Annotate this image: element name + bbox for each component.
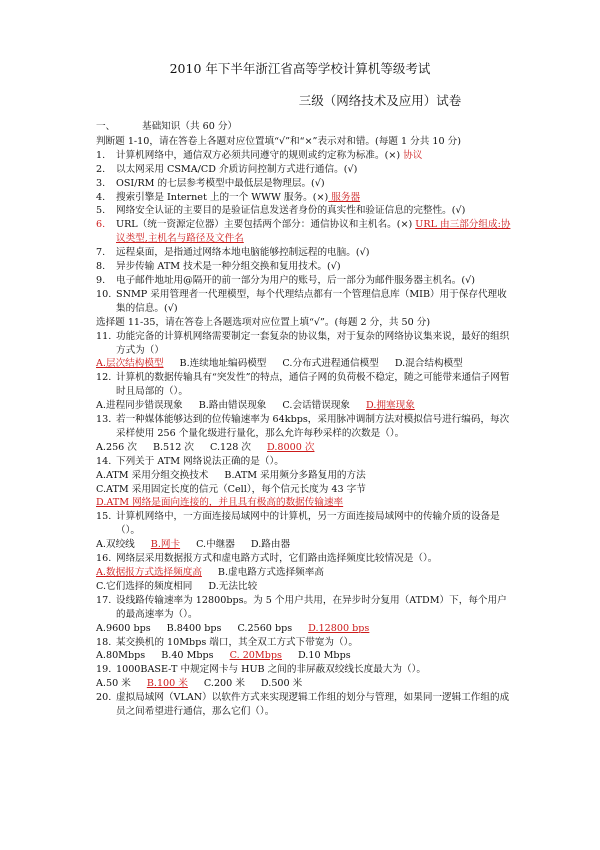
question-12-options: A.进程同步错误现象 B.路由错误现象 C.会话错误现象 D.拥塞现象 (96, 400, 415, 412)
question-14-options-ab: A.ATM 采用分组交换技术 B.ATM 采用频分多路复用的方法 (96, 469, 366, 481)
question-10: 10. SNMP 采用管理者一代理模型，每个代理结点都有一个管理信息库（MIB）用于保存代理收集的信息。(√) (96, 288, 507, 314)
question-12: 12. 计算机的数据传输具有“突发性”的特点，通信子网的负荷极不稳定，随之可能带来通信子网暂时且局部的（）。 (96, 372, 510, 398)
exam-subtitle: 三级（网络技术及应用）试卷 (298, 93, 462, 108)
question-3: 3. OSI/RM 的七层参考模型中最低层是物理层。(√) (96, 177, 325, 189)
question-13-options: A.256 次 B.512 次 C.128 次 D.8000 次 (96, 441, 315, 453)
question-1: 1. 计算机网络中，通信双方必须共同遵守的规则或约定称为标准。(×) 协议 (96, 149, 423, 161)
question-5: 5. 网络安全认证的主要目的是验证信息发送者身份的真实性和验证信息的完整性。(√) (96, 205, 466, 217)
question-14-option-c: C.ATM 采用固定长度的信元（Cell），每个信元长度为 43 字节 (96, 483, 366, 495)
question-18: 18. 某交换机的 10Mbps 端口，其全双工方式下带宽为（）。 (96, 636, 359, 648)
question-19: 19. 1000BASE-T 中规定网卡与 HUB 之间的非屏蔽双绞线长度最大为（）。 (96, 664, 426, 676)
question-8: 8. 异步传输 ATM 技术是一种分组交换和复用技术。(√) (96, 261, 341, 273)
question-16-options-cd: C.它们选择的频度相同 D.无法比较 (96, 580, 258, 592)
question-17-options: A.9600 bps B.8400 bps C.2560 bps D.12800 bps (96, 622, 370, 634)
question-11-options: A.层次结构模型 B.连续地址编码模型 C.分布式进程通信模型 D.混合结构模型 (96, 358, 463, 370)
choice-instructions: 选择题 11-35，请在答卷上各题选项对应位置上填“√”。(每题 2 分，共 50 分) (96, 316, 431, 328)
judgment-instructions: 判断题 1-10，请在答卷上各题对应位置填“√”和“×”表示对和错。(每题 1 分共 10 分) (96, 135, 461, 147)
question-15-options: A.双绞线 B.网卡 C.中继器 D.路由器 (96, 539, 291, 551)
question-16: 16. 网络层采用数据报方式和虚电路方式时，它们路由选择频度比较情况是（）。 (96, 553, 438, 565)
question-6: 6. URL（统一资源定位器）主要包括两个部分：通信协议和主机名。(×) URL 由三部分组成:协议类型,主机名与路径及文件名 (96, 219, 511, 245)
question-18-options: A.80Mbps B.40 Mbps C. 20Mbps D.10 Mbps (96, 650, 351, 662)
question-19-options: A.50 米 B.100 米 C.200 米 D.500 米 (96, 678, 303, 690)
question-13: 13. 若一种媒体能够达到的位传输速率为 64kbps，采用脉冲调制方法对模拟信号进行编码，每次采样使用 256 个量化级进行量化，那么允许每秒采样的次数是（）。 (96, 414, 510, 439)
question-11: 11. 功能完备的计算机网络需要制定一套复杂的协议集，对于复杂的网络协议集来说，最好的组织方式为（） (96, 330, 510, 356)
question-20: 20. 虚拟局域网（VLAN）以软件方式来实现逻辑工作组的划分与管理，如果同一逻辑工作组的成员之间希望进行通信，那么它们（）。 (96, 692, 510, 718)
exam-content (96, 120, 516, 719)
question-4: 4. 搜索引擎是 Internet 上的一个 WWW 服务。(×) 服务器 (96, 191, 361, 203)
question-7: 7. 远程桌面，是指通过网络本地电脑能够控制远程的电脑。(√) (96, 247, 370, 259)
exam-title: 2010 年下半年浙江省高等学校计算机等级考试 (169, 61, 431, 76)
question-17: 17. 设线路传输速率为 12800bps。为 5 个用户共用，在异步时分复用（ATDM）下，每个用户的最高速率为（）。 (96, 594, 507, 620)
question-14: 14. 下列关于 ATM 网络说法正确的是（）。 (96, 455, 284, 467)
question-2: 2. 以太网采用 CSMA/CD 介质访问控制方式进行通信。(√) (96, 163, 358, 175)
question-14-option-d: D.ATM 网络是面向连接的，并且具有极高的数据传输速率 (96, 497, 344, 509)
section-heading: 一、 基础知识（共 60 分） (96, 121, 238, 132)
question-16-options-ab: A.数据报方式选择频度高 B.虚电路方式选择频率高 (96, 567, 324, 578)
question-9: 9. 电子邮件地址用@隔开的前一部分为用户的账号，后一部分为邮件服务器主机名。(√) (96, 274, 475, 286)
question-15: 15. 计算机网络中，一方面连接局域网中的计算机，另一方面连接局域网中的传输介质的设备是（）。 (96, 511, 500, 537)
